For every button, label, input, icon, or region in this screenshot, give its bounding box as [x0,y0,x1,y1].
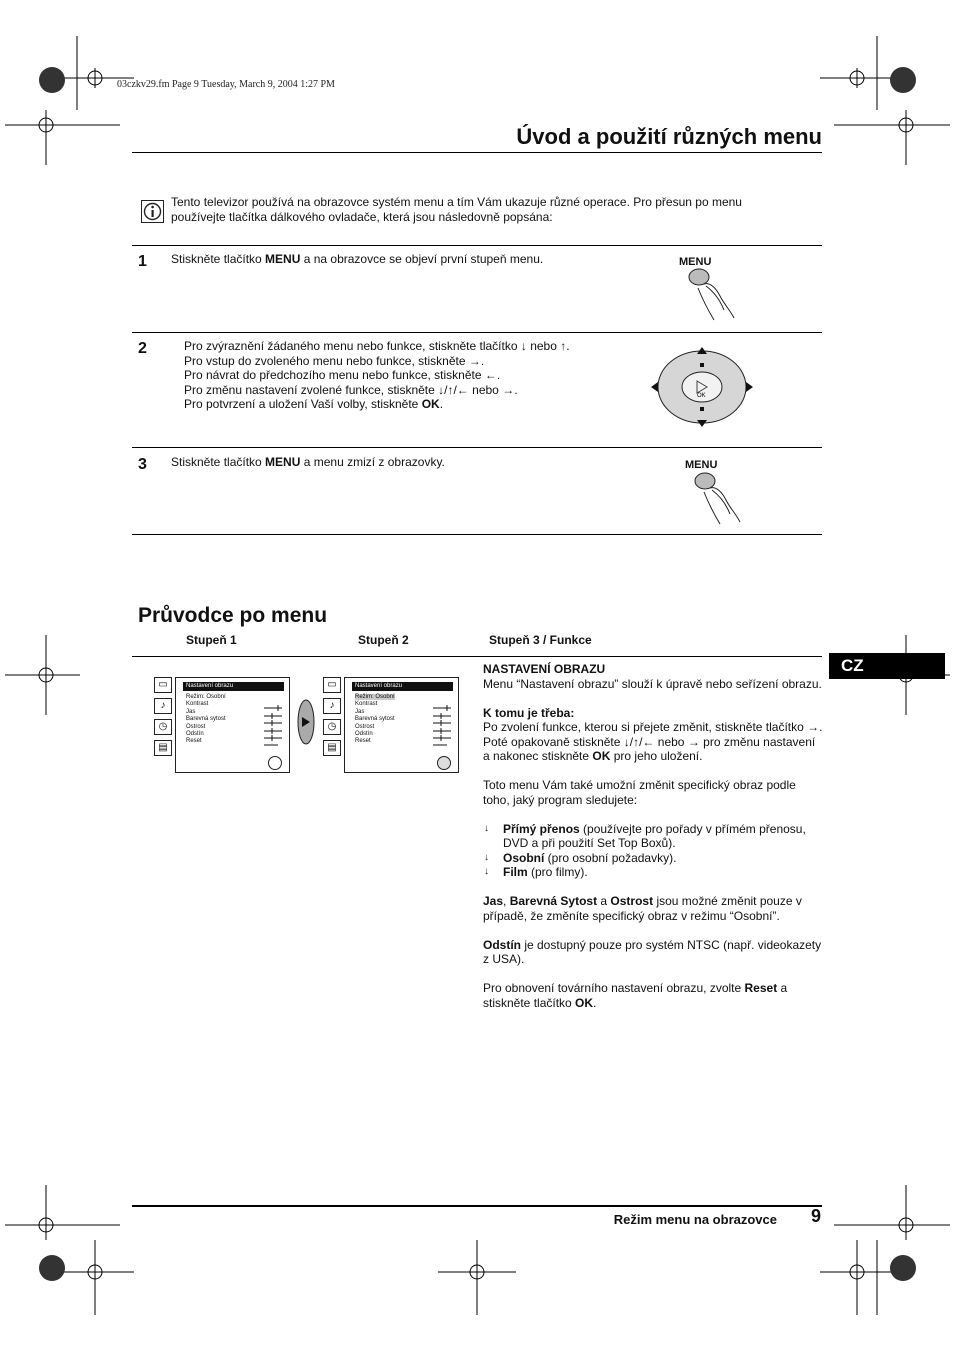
slider-marks [431,702,453,748]
arrow-right-pad-icon [296,698,316,746]
step-2-text: Pro zvýraznění žádaného menu nebo funkce, stiskněte tlačítko ↓ nebo ↑. Pro vstup do zvoleného menu nebo funkce, stiskněte →. Pro návrat do předchozího menu nebo funkce, stiskněte ←. Pro změnu nastavení zvolené funkce, stiskněte ↓/↑/← nebo →. Pro potvrzení a uložení Vaší volby, stiskněte OK. [184,339,570,411]
setup-icon: ▤ [154,740,172,756]
ok-button-icon [437,756,451,770]
ok-label: OK [697,393,706,399]
sound-icon: ♪ [154,698,172,714]
arrow-down-icon: ↓ [484,822,489,834]
list-item: ↓ Osobní (pro osobní požadavky). [484,850,677,865]
picture-icon: ▭ [323,677,341,693]
subheading: K tomu je třeba: [483,705,575,720]
arrow-right-icon: → [468,353,481,368]
arrow-down-icon: ↓ [484,851,489,863]
menu-side-icons [154,677,172,761]
paragraph: Toto menu Vám také umožní změnit specifický obraz podle toho, jaký program sledujete: [483,778,796,807]
arrow-down-up-left-icon: ↓/↑/← [623,734,655,749]
picture-settings-description [483,662,823,1025]
list-item: ↓ Přímý přenos (používejte pro pořady v přímém přenosu, DVD a při použití Set Top Boxů). [484,821,806,850]
step-number-1: 1 [138,253,147,270]
file-header-line: 03czkv29.fm Page 9 Tuesday, March 9, 2004 1:27 PM [117,79,335,90]
column-head-level-2: Stupeň 2 [358,633,409,647]
step-divider [132,332,822,333]
title-rule [132,152,822,153]
timer-icon: ◷ [323,719,341,735]
column-head-level-3: Stupeň 3 / Funkce [489,633,592,647]
mode-list [483,822,823,880]
step-3-text: Stiskněte tlačítko MENU a menu zmizí z obrazovky. [171,455,445,469]
page-title: Úvod a použití různých menu [516,124,822,149]
menu-side-icons [323,677,341,761]
menu-screen-title: Nastavení obrazu [183,682,284,691]
list-item: ↓ Film (pro filmy). [484,865,588,879]
paragraph: Odstín je dostupný pouze pro systém NTSC (např. videokazety z USA). [483,937,822,966]
paragraph: Jas, Barevná Sytost a Ostrost jsou možné změnit pouze v případě, že změníte specifický obraz v režimu “Osobní”. [483,894,802,923]
paragraph: Po zvolení funkce, kterou si přejete změnit, stiskněte tlačítko →. Poté opakovaně stiskněte ↓/↑/← nebo → pro změnu nastavení a nakonec stiskněte OK pro jeho uložení. [483,720,823,763]
hand-press-menu-icon [690,470,745,530]
menu-screen-items: Režim: Osobní Kontrast Jas Barevná sytost Ostrost Odstín Reset [355,694,395,745]
timer-icon: ◷ [154,719,172,735]
section-heading: NASTAVENÍ OBRAZU [483,662,606,676]
intro-text: Tento televizor používá na obrazovce systém menu a tím Vám ukazuje různé operace. Pro přesun po menu používejte tlačítka dálkového ovladače, která jsou následovně popsána: [171,195,742,224]
guide-rule [132,656,822,657]
arrow-up-icon: ↑ [560,339,567,353]
menu-screen-level-1 [175,677,290,773]
menu-button-label: MENU [685,459,718,471]
remote-navigation-pad-icon [648,343,755,431]
footer-rule [132,1205,822,1207]
step-divider [132,447,822,448]
step-number-3: 3 [138,456,147,473]
menu-screen-items: Režim: Osobní Kontrast Jas Barevná sytost Ostrost Odstín Reset [186,694,226,745]
setup-icon: ▤ [323,740,341,756]
slider-marks [262,702,284,748]
info-icon [141,200,164,223]
step-divider [132,245,822,246]
column-head-level-1: Stupeň 1 [186,633,237,647]
footer-section-title: Režim menu na obrazovce [613,1212,777,1227]
arrow-down-icon: ↓ [520,339,527,353]
menu-screen-level-2 [344,677,459,773]
guide-title: Průvodce po menu [138,604,328,627]
picture-icon: ▭ [154,677,172,693]
paragraph: Menu “Nastavení obrazu” slouží k úpravě nebo seřízení obrazu. [483,676,822,691]
arrow-down-icon: ↓ [484,866,489,877]
paragraph: Pro obnovení továrního nastavení obrazu, zvolte Reset a stiskněte tlačítko OK. [483,981,788,1010]
arrow-right-icon: → [807,720,820,734]
arrow-down-up-left-icon: ↓/↑/← [438,382,469,397]
step-1-text: Stiskněte tlačítko MENU a na obrazovce se objeví první stupeň menu. [171,252,544,266]
hand-press-menu-icon [684,266,739,326]
sound-icon: ♪ [323,698,341,714]
step-divider [132,534,822,535]
arrow-right-icon: → [502,382,515,397]
menu-screen-title: Nastavení obrazu [352,682,453,691]
arrow-left-icon: ← [484,368,497,382]
ok-button-icon [268,756,282,770]
language-tab: CZ [829,653,945,679]
page-number: 9 [811,1206,822,1226]
arrow-right-icon: → [687,734,700,749]
step-number-2: 2 [138,340,147,357]
menu-button-label: MENU [679,256,712,268]
